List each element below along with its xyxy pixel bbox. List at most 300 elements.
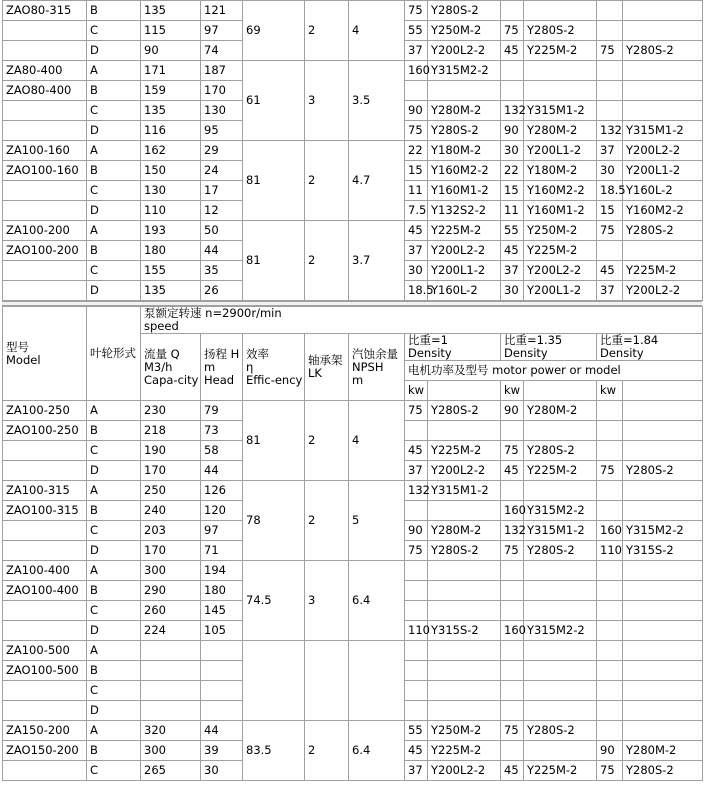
motor-kw-cell: 132 [501, 101, 524, 121]
motor-kw-cell [597, 61, 623, 81]
model-cell [3, 461, 87, 481]
motor-kw-cell: 55 [501, 221, 524, 241]
motor-kw-cell: 30 [597, 161, 623, 181]
motor-model-cell [428, 701, 501, 721]
motor-kw-cell: 132 [501, 521, 524, 541]
motor-model-cell [623, 421, 703, 441]
motor-kw-cell: 30 [405, 261, 428, 281]
motor-kw-cell: 15 [405, 161, 428, 181]
flow-cell: 240 [141, 501, 201, 521]
impeller-cell: C [87, 261, 141, 281]
motor-kw-cell [405, 421, 428, 441]
head-cell: 30 [201, 761, 243, 781]
flow-cell: 320 [141, 721, 201, 741]
motor-kw-cell [501, 421, 524, 441]
efficiency-cell: 78 [243, 481, 305, 561]
model-cell: ZAO80-400 [3, 81, 87, 101]
motor-model-cell: Y315M1-2 [428, 481, 501, 501]
motor-model-cell: Y160M1-2 [524, 201, 597, 221]
flow-cell: 135 [141, 1, 201, 21]
head-cell: 120 [201, 501, 243, 521]
motor-kw-cell [405, 601, 428, 621]
table-row [3, 1, 703, 21]
motor-model-cell: Y280S-2 [623, 41, 703, 61]
motor-kw-cell: 37 [405, 461, 428, 481]
motor-kw-cell: 160 [405, 61, 428, 81]
table-row [3, 561, 703, 581]
bearing-frame-cell [305, 641, 349, 721]
motor-kw-cell: 75 [501, 441, 524, 461]
header-impeller: 叶轮形式 [87, 307, 141, 401]
flow-cell: 265 [141, 761, 201, 781]
npsh-cell: 6.4 [349, 721, 405, 781]
motor-kw-cell: 90 [597, 741, 623, 761]
header-kw: kw [405, 381, 428, 401]
head-cell: 50 [201, 221, 243, 241]
impeller-cell: D [87, 281, 141, 301]
motor-model-cell: Y200L1-2 [524, 281, 597, 301]
motor-kw-cell [597, 21, 623, 41]
impeller-cell: A [87, 401, 141, 421]
motor-model-cell [623, 441, 703, 461]
flow-cell: 250 [141, 481, 201, 501]
motor-model-cell: Y225M-2 [428, 221, 501, 241]
flow-cell: 162 [141, 141, 201, 161]
motor-kw-cell: 110 [405, 621, 428, 641]
motor-model-cell: Y225M-2 [623, 261, 703, 281]
motor-model-cell: Y315M2-2 [524, 621, 597, 641]
motor-kw-cell: 75 [501, 21, 524, 41]
motor-kw-cell [501, 661, 524, 681]
model-cell: ZA80-400 [3, 61, 87, 81]
motor-model-cell: Y280S-2 [428, 1, 501, 21]
motor-kw-cell: 37 [405, 761, 428, 781]
header-bearing-frame: 轴承架 LK [305, 334, 349, 401]
impeller-cell: A [87, 61, 141, 81]
motor-model-cell [428, 501, 501, 521]
head-cell: 97 [201, 21, 243, 41]
model-cell: ZA100-400 [3, 561, 87, 581]
motor-kw-cell [597, 561, 623, 581]
header-kw: kw [501, 381, 524, 401]
motor-model-cell: Y280S-2 [623, 221, 703, 241]
motor-kw-cell: 37 [405, 241, 428, 261]
head-cell: 126 [201, 481, 243, 501]
head-cell: 180 [201, 581, 243, 601]
efficiency-cell: 83.5 [243, 721, 305, 781]
motor-kw-cell [501, 581, 524, 601]
impeller-cell: D [87, 701, 141, 721]
impeller-cell: C [87, 181, 141, 201]
head-cell: 170 [201, 81, 243, 101]
model-cell [3, 201, 87, 221]
flow-cell [141, 701, 201, 721]
motor-kw-cell [405, 681, 428, 701]
motor-model-cell: Y160M2-2 [428, 161, 501, 181]
motor-model-cell [623, 501, 703, 521]
motor-model-cell [524, 421, 597, 441]
motor-model-cell [524, 581, 597, 601]
motor-kw-cell: 11 [501, 201, 524, 221]
motor-model-cell: Y200L2-2 [623, 141, 703, 161]
motor-model-cell [623, 701, 703, 721]
motor-kw-cell: 75 [405, 541, 428, 561]
motor-model-cell: Y225M-2 [428, 741, 501, 761]
motor-kw-cell [597, 601, 623, 621]
motor-kw-cell: 90 [501, 121, 524, 141]
header-kw: kw [597, 381, 623, 401]
table-row [3, 641, 703, 661]
motor-model-cell [524, 481, 597, 501]
motor-kw-cell: 75 [597, 41, 623, 61]
flow-cell: 170 [141, 541, 201, 561]
impeller-cell: C [87, 521, 141, 541]
motor-model-cell: Y225M-2 [428, 441, 501, 461]
motor-kw-cell [597, 621, 623, 641]
head-cell: 26 [201, 281, 243, 301]
npsh-cell: 6.4 [349, 561, 405, 641]
motor-model-cell [524, 661, 597, 681]
motor-model-cell [524, 81, 597, 101]
motor-model-cell [524, 561, 597, 581]
impeller-cell: A [87, 641, 141, 661]
motor-kw-cell: 7.5 [405, 201, 428, 221]
impeller-cell: B [87, 241, 141, 261]
motor-model-cell [623, 621, 703, 641]
motor-model-cell: Y280S-2 [524, 721, 597, 741]
head-cell [201, 661, 243, 681]
motor-kw-cell [405, 661, 428, 681]
flow-cell: 170 [141, 461, 201, 481]
motor-model-cell [623, 641, 703, 661]
head-cell: 12 [201, 201, 243, 221]
impeller-cell: D [87, 461, 141, 481]
motor-model-cell [428, 681, 501, 701]
bearing-frame-cell: 2 [305, 141, 349, 221]
motor-kw-cell [405, 581, 428, 601]
motor-kw-cell: 45 [501, 41, 524, 61]
motor-kw-cell [597, 241, 623, 261]
motor-kw-cell: 55 [405, 21, 428, 41]
header-density-1-84: 比重=1.84 Density [597, 334, 703, 361]
npsh-cell [349, 641, 405, 721]
motor-kw-cell: 132 [405, 481, 428, 501]
motor-model-cell [524, 741, 597, 761]
impeller-cell: D [87, 121, 141, 141]
motor-model-cell: Y280S-2 [428, 401, 501, 421]
header-model: 型号 Model [3, 307, 87, 401]
motor-kw-cell: 45 [501, 241, 524, 261]
motor-model-cell: Y200L2-2 [428, 41, 501, 61]
spec-table-top [2, 0, 703, 301]
motor-kw-cell [501, 641, 524, 661]
motor-kw-cell [597, 101, 623, 121]
header-density-1-35: 比重=1.35 Density [501, 334, 597, 361]
head-cell [201, 701, 243, 721]
npsh-cell: 4 [349, 401, 405, 481]
motor-kw-cell [501, 601, 524, 621]
efficiency-cell: 81 [243, 221, 305, 301]
impeller-cell: C [87, 601, 141, 621]
header-efficiency: 效率 η Effic-ency [243, 334, 305, 401]
model-cell [3, 601, 87, 621]
table-row [3, 221, 703, 241]
motor-model-cell: Y315S-2 [623, 541, 703, 561]
model-cell [3, 281, 87, 301]
head-cell: 73 [201, 421, 243, 441]
table-row [3, 141, 703, 161]
motor-model-cell: Y225M-2 [524, 241, 597, 261]
header-motor: 电机功率及型号 motor power or model [405, 361, 703, 381]
motor-model-cell: Y280S-2 [524, 441, 597, 461]
flow-cell: 224 [141, 621, 201, 641]
flow-cell [141, 661, 201, 681]
motor-kw-cell: 132 [597, 121, 623, 141]
motor-model-cell [524, 1, 597, 21]
motor-kw-cell [597, 481, 623, 501]
motor-model-cell [428, 641, 501, 661]
motor-model-cell [623, 81, 703, 101]
motor-kw-cell: 55 [405, 721, 428, 741]
motor-kw-cell: 22 [405, 141, 428, 161]
motor-kw-cell: 90 [501, 401, 524, 421]
flow-cell: 116 [141, 121, 201, 141]
motor-model-cell: Y280S-2 [428, 541, 501, 561]
flow-cell: 115 [141, 21, 201, 41]
motor-kw-cell [597, 581, 623, 601]
motor-kw-cell [501, 701, 524, 721]
head-cell [201, 641, 243, 661]
impeller-cell: A [87, 721, 141, 741]
head-cell: 58 [201, 441, 243, 461]
motor-model-cell: Y180M-2 [524, 161, 597, 181]
model-cell: ZA100-500 [3, 641, 87, 661]
head-cell [201, 681, 243, 701]
motor-kw-cell: 75 [405, 121, 428, 141]
head-cell: 71 [201, 541, 243, 561]
model-cell [3, 41, 87, 61]
flow-cell: 300 [141, 741, 201, 761]
motor-kw-cell: 37 [405, 41, 428, 61]
motor-model-cell: Y200L1-2 [623, 161, 703, 181]
impeller-cell: C [87, 761, 141, 781]
flow-cell [141, 681, 201, 701]
bearing-frame-cell: 2 [305, 221, 349, 301]
motor-model-cell [524, 641, 597, 661]
head-cell: 95 [201, 121, 243, 141]
model-cell: ZA100-160 [3, 141, 87, 161]
impeller-cell: B [87, 81, 141, 101]
motor-kw-cell: 45 [405, 441, 428, 461]
model-cell [3, 261, 87, 281]
motor-model-cell [428, 421, 501, 441]
impeller-cell: A [87, 141, 141, 161]
impeller-cell: A [87, 481, 141, 501]
motor-kw-cell [597, 501, 623, 521]
header-row [3, 307, 703, 334]
motor-kw-cell: 11 [405, 181, 428, 201]
table-row [3, 721, 703, 741]
motor-model-cell [623, 681, 703, 701]
head-cell: 44 [201, 241, 243, 261]
header-flow: 流量 Q M3/h Capa-city [141, 334, 201, 401]
motor-model-cell [623, 401, 703, 421]
motor-model-cell: Y280S-2 [623, 761, 703, 781]
head-cell: 145 [201, 601, 243, 621]
impeller-cell: B [87, 661, 141, 681]
head-cell: 79 [201, 401, 243, 421]
motor-kw-cell: 45 [501, 761, 524, 781]
motor-model-cell [623, 661, 703, 681]
motor-model-cell: Y315M2-2 [428, 61, 501, 81]
motor-model-cell: Y200L2-2 [524, 261, 597, 281]
model-cell: ZA150-200 [3, 721, 87, 741]
motor-kw-cell: 18.5 [597, 181, 623, 201]
model-cell: ZA100-200 [3, 221, 87, 241]
motor-kw-cell: 45 [405, 741, 428, 761]
motor-kw-cell [405, 641, 428, 661]
model-cell [3, 21, 87, 41]
header-blank [623, 381, 703, 401]
motor-model-cell [428, 561, 501, 581]
header-blank [524, 381, 597, 401]
impeller-cell: B [87, 1, 141, 21]
motor-model-cell [428, 601, 501, 621]
motor-kw-cell: 75 [597, 461, 623, 481]
motor-model-cell: Y160M1-2 [428, 181, 501, 201]
motor-model-cell: Y200L1-2 [428, 261, 501, 281]
motor-model-cell: Y280M-2 [524, 121, 597, 141]
motor-model-cell [623, 561, 703, 581]
npsh-cell: 3.7 [349, 221, 405, 301]
impeller-cell: C [87, 441, 141, 461]
motor-model-cell [524, 701, 597, 721]
motor-model-cell: Y225M-2 [524, 461, 597, 481]
motor-kw-cell: 45 [597, 261, 623, 281]
efficiency-cell: 81 [243, 141, 305, 221]
npsh-cell: 4 [349, 1, 405, 61]
model-cell [3, 181, 87, 201]
header-blank [428, 381, 501, 401]
motor-model-cell: Y200L2-2 [428, 761, 501, 781]
motor-kw-cell [597, 401, 623, 421]
flow-cell: 203 [141, 521, 201, 541]
flow-cell: 218 [141, 421, 201, 441]
motor-model-cell [428, 661, 501, 681]
flow-cell: 159 [141, 81, 201, 101]
motor-kw-cell: 110 [597, 541, 623, 561]
motor-model-cell: Y280S-2 [524, 21, 597, 41]
motor-kw-cell: 30 [501, 141, 524, 161]
motor-model-cell: Y280S-2 [428, 121, 501, 141]
motor-model-cell: Y280M-2 [524, 401, 597, 421]
bearing-frame-cell: 3 [305, 561, 349, 641]
motor-kw-cell: 75 [501, 541, 524, 561]
flow-cell: 260 [141, 601, 201, 621]
motor-model-cell: Y315M1-2 [623, 121, 703, 141]
motor-model-cell [623, 61, 703, 81]
motor-kw-cell: 90 [405, 101, 428, 121]
motor-model-cell: Y160L-2 [428, 281, 501, 301]
motor-model-cell: Y132S2-2 [428, 201, 501, 221]
motor-model-cell: Y280M-2 [623, 741, 703, 761]
motor-kw-cell: 90 [405, 521, 428, 541]
flow-cell: 193 [141, 221, 201, 241]
flow-cell: 171 [141, 61, 201, 81]
motor-kw-cell: 18.5 [405, 281, 428, 301]
npsh-cell: 4.7 [349, 141, 405, 221]
impeller-cell: C [87, 681, 141, 701]
flow-cell: 230 [141, 401, 201, 421]
model-cell [3, 681, 87, 701]
motor-model-cell [623, 1, 703, 21]
motor-kw-cell [597, 721, 623, 741]
npsh-cell: 3.5 [349, 61, 405, 141]
motor-kw-cell: 22 [501, 161, 524, 181]
head-cell: 194 [201, 561, 243, 581]
motor-model-cell: Y280S-2 [524, 541, 597, 561]
motor-kw-cell: 37 [597, 281, 623, 301]
header-head: 扬程 H m Head [201, 334, 243, 401]
flow-cell: 130 [141, 181, 201, 201]
motor-kw-cell: 45 [405, 221, 428, 241]
motor-kw-cell [501, 61, 524, 81]
impeller-cell: D [87, 201, 141, 221]
motor-kw-cell [597, 701, 623, 721]
flow-cell: 90 [141, 41, 201, 61]
motor-kw-cell [597, 421, 623, 441]
head-cell: 130 [201, 101, 243, 121]
table-row [3, 401, 703, 421]
motor-model-cell: Y315M1-2 [524, 521, 597, 541]
motor-model-cell: Y250M-2 [428, 21, 501, 41]
motor-model-cell: Y160M2-2 [623, 201, 703, 221]
motor-kw-cell: 160 [501, 501, 524, 521]
motor-model-cell: Y225M-2 [524, 761, 597, 781]
motor-kw-cell [501, 561, 524, 581]
model-cell: ZAO100-400 [3, 581, 87, 601]
flow-cell: 150 [141, 161, 201, 181]
model-cell [3, 521, 87, 541]
motor-kw-cell: 37 [597, 141, 623, 161]
motor-model-cell [623, 21, 703, 41]
model-cell [3, 621, 87, 641]
model-cell: ZAO100-200 [3, 241, 87, 261]
head-cell: 35 [201, 261, 243, 281]
model-cell: ZAO100-500 [3, 661, 87, 681]
motor-kw-cell: 15 [597, 201, 623, 221]
flow-cell: 190 [141, 441, 201, 461]
impeller-cell: B [87, 581, 141, 601]
motor-model-cell: Y180M-2 [428, 141, 501, 161]
model-cell: ZA100-250 [3, 401, 87, 421]
motor-model-cell [428, 581, 501, 601]
motor-model-cell: Y280M-2 [428, 101, 501, 121]
motor-kw-cell [405, 561, 428, 581]
motor-model-cell: Y250M-2 [428, 721, 501, 741]
bearing-frame-cell: 3 [305, 61, 349, 141]
motor-kw-cell [597, 81, 623, 101]
motor-model-cell: Y315S-2 [428, 621, 501, 641]
motor-model-cell [623, 241, 703, 261]
model-cell [3, 101, 87, 121]
motor-model-cell: Y200L2-2 [428, 461, 501, 481]
bearing-frame-cell: 2 [305, 481, 349, 561]
motor-model-cell [623, 601, 703, 621]
flow-cell: 135 [141, 101, 201, 121]
motor-model-cell: Y280S-2 [623, 461, 703, 481]
model-cell: ZA100-315 [3, 481, 87, 501]
